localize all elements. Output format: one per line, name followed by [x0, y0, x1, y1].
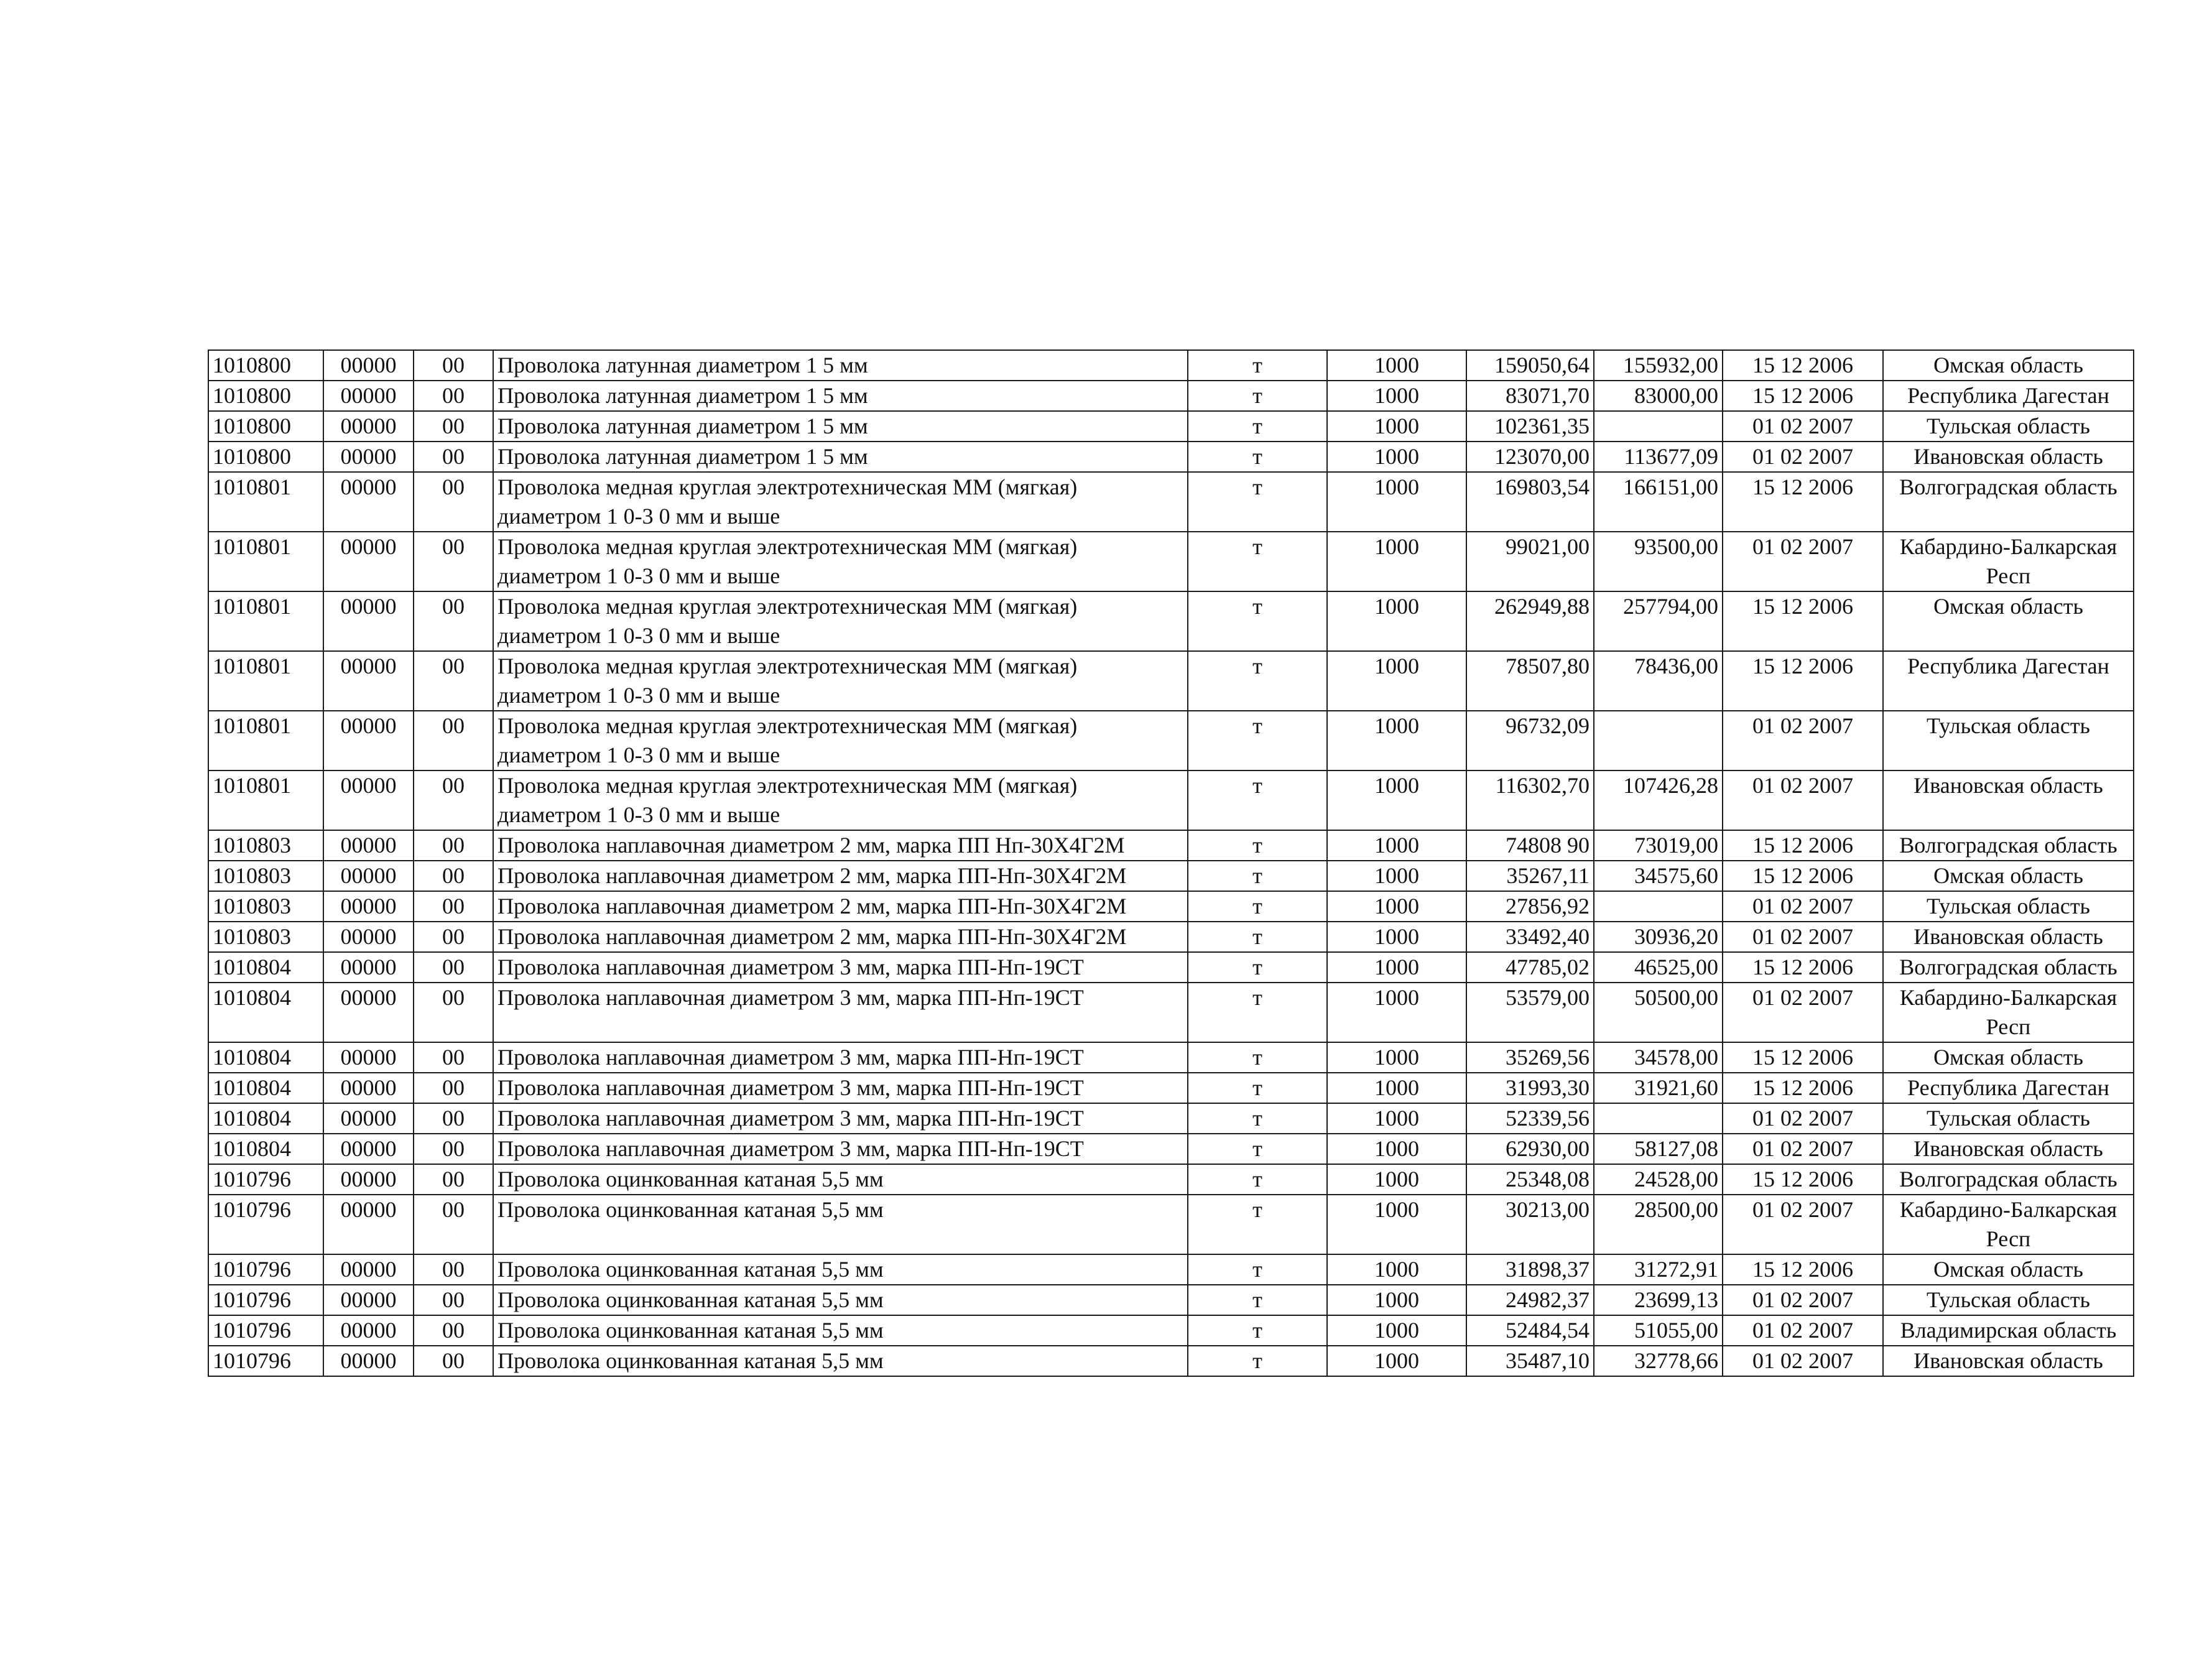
price-2-cell	[1594, 411, 1723, 442]
quantity-cell: 1000	[1327, 1346, 1466, 1376]
quantity-cell: 1000	[1327, 891, 1466, 922]
date-cell: 15 12 2006	[1723, 381, 1883, 411]
date-cell: 01 02 2007	[1723, 1134, 1883, 1164]
sub-code-cell: 00000	[323, 1285, 414, 1315]
quantity-cell: 1000	[1327, 1103, 1466, 1134]
product-name-cell: Проволока наплавочная диаметром 3 мм, марка ПП-Нп-19СТ	[493, 1042, 1188, 1073]
quantity-cell: 1000	[1327, 952, 1466, 983]
unit-cell: т	[1188, 651, 1327, 711]
sub-code-cell: 00000	[323, 411, 414, 442]
price-2-cell	[1594, 711, 1723, 771]
product-name-cell: Проволока медная круглая электротехническая ММ (мягкая) диаметром 1 0-3 0 мм и выше	[493, 472, 1188, 532]
table-row	[208, 1164, 2134, 1195]
product-code-cell: 1010801	[208, 711, 323, 771]
date-cell: 15 12 2006	[1723, 1164, 1883, 1195]
product-name-cell: Проволока медная круглая электротехническая ММ (мягкая) диаметром 1 0-3 0 мм и выше	[493, 532, 1188, 591]
region-cell: Республика Дагестан	[1883, 1073, 2134, 1103]
price-1-cell: 35267,11	[1466, 861, 1594, 891]
product-name-cell: Проволока оцинкованная катаная 5,5 мм	[493, 1254, 1188, 1285]
ext-code-cell: 00	[414, 442, 493, 472]
quantity-cell: 1000	[1327, 1164, 1466, 1195]
price-2-cell: 23699,13	[1594, 1285, 1723, 1315]
unit-cell: т	[1188, 350, 1327, 381]
unit-cell: т	[1188, 591, 1327, 651]
product-code-cell: 1010804	[208, 983, 323, 1042]
price-1-cell: 24982,37	[1466, 1285, 1594, 1315]
table-row	[208, 1042, 2134, 1073]
region-cell: Волгоградская область	[1883, 1164, 2134, 1195]
sub-code-cell: 00000	[323, 381, 414, 411]
sub-code-cell: 00000	[323, 651, 414, 711]
region-cell: Ивановская область	[1883, 771, 2134, 830]
unit-cell: т	[1188, 1315, 1327, 1346]
price-1-cell: 27856,92	[1466, 891, 1594, 922]
table-row	[208, 381, 2134, 411]
price-2-cell: 31272,91	[1594, 1254, 1723, 1285]
region-cell: Тульская область	[1883, 1103, 2134, 1134]
price-1-cell: 83071,70	[1466, 381, 1594, 411]
price-2-cell: 107426,28	[1594, 771, 1723, 830]
table-row	[208, 1103, 2134, 1134]
region-cell: Омская область	[1883, 1254, 2134, 1285]
price-1-cell: 25348,08	[1466, 1164, 1594, 1195]
table-row	[208, 861, 2134, 891]
ext-code-cell: 00	[414, 1042, 493, 1073]
date-cell: 01 02 2007	[1723, 1315, 1883, 1346]
date-cell: 01 02 2007	[1723, 922, 1883, 952]
quantity-cell: 1000	[1327, 381, 1466, 411]
region-cell: Тульская область	[1883, 711, 2134, 771]
quantity-cell: 1000	[1327, 771, 1466, 830]
table-row	[208, 891, 2134, 922]
quantity-cell: 1000	[1327, 861, 1466, 891]
price-2-cell: 166151,00	[1594, 472, 1723, 532]
table-row	[208, 1195, 2134, 1254]
price-2-cell: 155932,00	[1594, 350, 1723, 381]
sub-code-cell: 00000	[323, 1195, 414, 1254]
region-cell: Тульская область	[1883, 891, 2134, 922]
quantity-cell: 1000	[1327, 350, 1466, 381]
ext-code-cell: 00	[414, 771, 493, 830]
region-cell: Омская область	[1883, 591, 2134, 651]
unit-cell: т	[1188, 771, 1327, 830]
table-row	[208, 651, 2134, 711]
region-cell: Омская область	[1883, 350, 2134, 381]
date-cell: 01 02 2007	[1723, 532, 1883, 591]
date-cell: 15 12 2006	[1723, 591, 1883, 651]
table-row	[208, 922, 2134, 952]
price-1-cell: 35487,10	[1466, 1346, 1594, 1376]
date-cell: 15 12 2006	[1723, 952, 1883, 983]
sub-code-cell: 00000	[323, 1254, 414, 1285]
date-cell: 15 12 2006	[1723, 861, 1883, 891]
date-cell: 15 12 2006	[1723, 1042, 1883, 1073]
region-cell: Омская область	[1883, 1042, 2134, 1073]
ext-code-cell: 00	[414, 472, 493, 532]
date-cell: 15 12 2006	[1723, 1254, 1883, 1285]
table-row	[208, 830, 2134, 861]
product-name-cell: Проволока медная круглая электротехническая ММ (мягкая) диаметром 1 0-3 0 мм и выше	[493, 651, 1188, 711]
table-row	[208, 983, 2134, 1042]
quantity-cell: 1000	[1327, 1042, 1466, 1073]
ext-code-cell: 00	[414, 350, 493, 381]
sub-code-cell: 00000	[323, 1042, 414, 1073]
quantity-cell: 1000	[1327, 1195, 1466, 1254]
date-cell: 01 02 2007	[1723, 1346, 1883, 1376]
price-1-cell: 123070,00	[1466, 442, 1594, 472]
sub-code-cell: 00000	[323, 1346, 414, 1376]
region-cell: Кабардино-Балкарская Респ	[1883, 532, 2134, 591]
quantity-cell: 1000	[1327, 1073, 1466, 1103]
product-code-cell: 1010796	[208, 1346, 323, 1376]
price-2-cell: 113677,09	[1594, 442, 1723, 472]
sub-code-cell: 00000	[323, 442, 414, 472]
unit-cell: т	[1188, 1103, 1327, 1134]
price-2-cell: 28500,00	[1594, 1195, 1723, 1254]
unit-cell: т	[1188, 411, 1327, 442]
quantity-cell: 1000	[1327, 711, 1466, 771]
region-cell: Кабардино-Балкарская Респ	[1883, 983, 2134, 1042]
price-1-cell: 52339,56	[1466, 1103, 1594, 1134]
unit-cell: т	[1188, 442, 1327, 472]
product-name-cell: Проволока медная круглая электротехническая ММ (мягкая) диаметром 1 0-3 0 мм и выше	[493, 711, 1188, 771]
product-code-cell: 1010796	[208, 1195, 323, 1254]
quantity-cell: 1000	[1327, 442, 1466, 472]
product-code-cell: 1010800	[208, 411, 323, 442]
price-1-cell: 116302,70	[1466, 771, 1594, 830]
table-row	[208, 1285, 2134, 1315]
unit-cell: т	[1188, 1134, 1327, 1164]
price-1-cell: 31898,37	[1466, 1254, 1594, 1285]
product-code-cell: 1010803	[208, 922, 323, 952]
sub-code-cell: 00000	[323, 591, 414, 651]
unit-cell: т	[1188, 1254, 1327, 1285]
table-row	[208, 711, 2134, 771]
date-cell: 01 02 2007	[1723, 1195, 1883, 1254]
ext-code-cell: 00	[414, 1346, 493, 1376]
quantity-cell: 1000	[1327, 591, 1466, 651]
price-1-cell: 33492,40	[1466, 922, 1594, 952]
price-2-cell: 257794,00	[1594, 591, 1723, 651]
ext-code-cell: 00	[414, 651, 493, 711]
ext-code-cell: 00	[414, 591, 493, 651]
ext-code-cell: 00	[414, 532, 493, 591]
ext-code-cell: 00	[414, 891, 493, 922]
table-row	[208, 532, 2134, 591]
product-name-cell: Проволока наплавочная диаметром 2 мм, марка ПП-Нп-30Х4Г2М	[493, 861, 1188, 891]
price-1-cell: 74808 90	[1466, 830, 1594, 861]
product-name-cell: Проволока наплавочная диаметром 2 мм, марка ПП-Нп-30Х4Г2М	[493, 922, 1188, 952]
product-code-cell: 1010796	[208, 1164, 323, 1195]
date-cell: 01 02 2007	[1723, 891, 1883, 922]
product-name-cell: Проволока наплавочная диаметром 3 мм, марка ПП-Нп-19СТ	[493, 952, 1188, 983]
product-code-cell: 1010803	[208, 891, 323, 922]
price-1-cell: 102361,35	[1466, 411, 1594, 442]
price-2-cell	[1594, 1103, 1723, 1134]
unit-cell: т	[1188, 983, 1327, 1042]
sub-code-cell: 00000	[323, 532, 414, 591]
ext-code-cell: 00	[414, 711, 493, 771]
date-cell: 01 02 2007	[1723, 983, 1883, 1042]
price-2-cell: 31921,60	[1594, 1073, 1723, 1103]
unit-cell: т	[1188, 472, 1327, 532]
price-2-cell: 50500,00	[1594, 983, 1723, 1042]
price-2-cell: 32778,66	[1594, 1346, 1723, 1376]
price-2-cell: 73019,00	[1594, 830, 1723, 861]
price-1-cell: 35269,56	[1466, 1042, 1594, 1073]
product-name-cell: Проволока медная круглая электротехническая ММ (мягкая) диаметром 1 0-3 0 мм и выше	[493, 771, 1188, 830]
product-code-cell: 1010800	[208, 442, 323, 472]
price-1-cell: 31993,30	[1466, 1073, 1594, 1103]
unit-cell: т	[1188, 830, 1327, 861]
region-cell: Ивановская область	[1883, 1346, 2134, 1376]
region-cell: Волгоградская область	[1883, 952, 2134, 983]
unit-cell: т	[1188, 1346, 1327, 1376]
product-name-cell: Проволока наплавочная диаметром 3 мм, марка ПП-Нп-19СТ	[493, 1073, 1188, 1103]
table-row	[208, 442, 2134, 472]
product-code-cell: 1010801	[208, 532, 323, 591]
price-1-cell: 169803,54	[1466, 472, 1594, 532]
sub-code-cell: 00000	[323, 983, 414, 1042]
quantity-cell: 1000	[1327, 1285, 1466, 1315]
quantity-cell: 1000	[1327, 532, 1466, 591]
price-1-cell: 47785,02	[1466, 952, 1594, 983]
product-name-cell: Проволока наплавочная диаметром 2 мм, марка ПП-Нп-30Х4Г2М	[493, 891, 1188, 922]
table-row	[208, 591, 2134, 651]
unit-cell: т	[1188, 922, 1327, 952]
ext-code-cell: 00	[414, 1254, 493, 1285]
ext-code-cell: 00	[414, 830, 493, 861]
unit-cell: т	[1188, 1073, 1327, 1103]
date-cell: 15 12 2006	[1723, 1073, 1883, 1103]
sub-code-cell: 00000	[323, 350, 414, 381]
quantity-cell: 1000	[1327, 411, 1466, 442]
product-name-cell: Проволока латунная диаметром 1 5 мм	[493, 350, 1188, 381]
price-1-cell: 262949,88	[1466, 591, 1594, 651]
product-code-cell: 1010804	[208, 1134, 323, 1164]
quantity-cell: 1000	[1327, 922, 1466, 952]
product-code-cell: 1010796	[208, 1285, 323, 1315]
region-cell: Тульская область	[1883, 411, 2134, 442]
region-cell: Омская область	[1883, 861, 2134, 891]
date-cell: 01 02 2007	[1723, 411, 1883, 442]
unit-cell: т	[1188, 381, 1327, 411]
sub-code-cell: 00000	[323, 1134, 414, 1164]
price-1-cell: 159050,64	[1466, 350, 1594, 381]
region-cell: Волгоградская область	[1883, 830, 2134, 861]
price-1-cell: 62930,00	[1466, 1134, 1594, 1164]
price-1-cell: 30213,00	[1466, 1195, 1594, 1254]
product-name-cell: Проволока оцинкованная катаная 5,5 мм	[493, 1195, 1188, 1254]
price-1-cell: 99021,00	[1466, 532, 1594, 591]
sub-code-cell: 00000	[323, 1315, 414, 1346]
unit-cell: т	[1188, 861, 1327, 891]
quantity-cell: 1000	[1327, 983, 1466, 1042]
date-cell: 01 02 2007	[1723, 442, 1883, 472]
ext-code-cell: 00	[414, 861, 493, 891]
region-cell: Республика Дагестан	[1883, 651, 2134, 711]
unit-cell: т	[1188, 532, 1327, 591]
product-name-cell: Проволока латунная диаметром 1 5 мм	[493, 411, 1188, 442]
date-cell: 01 02 2007	[1723, 1103, 1883, 1134]
sub-code-cell: 00000	[323, 711, 414, 771]
sub-code-cell: 00000	[323, 891, 414, 922]
price-2-cell: 51055,00	[1594, 1315, 1723, 1346]
region-cell: Ивановская область	[1883, 442, 2134, 472]
quantity-cell: 1000	[1327, 472, 1466, 532]
product-name-cell: Проволока наплавочная диаметром 3 мм, марка ПП-Нп-19СТ	[493, 1134, 1188, 1164]
price-2-cell: 93500,00	[1594, 532, 1723, 591]
ext-code-cell: 00	[414, 1103, 493, 1134]
product-code-cell: 1010804	[208, 1042, 323, 1073]
table-row	[208, 472, 2134, 532]
product-code-cell: 1010804	[208, 952, 323, 983]
price-2-cell: 30936,20	[1594, 922, 1723, 952]
table-row	[208, 411, 2134, 442]
unit-cell: т	[1188, 891, 1327, 922]
price-table-body	[208, 350, 2134, 1376]
product-code-cell: 1010804	[208, 1073, 323, 1103]
product-name-cell: Проволока медная круглая электротехническая ММ (мягкая) диаметром 1 0-3 0 мм и выше	[493, 591, 1188, 651]
date-cell: 15 12 2006	[1723, 350, 1883, 381]
unit-cell: т	[1188, 711, 1327, 771]
quantity-cell: 1000	[1327, 651, 1466, 711]
region-cell: Республика Дагестан	[1883, 381, 2134, 411]
sub-code-cell: 00000	[323, 830, 414, 861]
product-code-cell: 1010801	[208, 651, 323, 711]
region-cell: Владимирская область	[1883, 1315, 2134, 1346]
product-code-cell: 1010804	[208, 1103, 323, 1134]
region-cell: Ивановская область	[1883, 1134, 2134, 1164]
product-code-cell: 1010801	[208, 591, 323, 651]
unit-cell: т	[1188, 1042, 1327, 1073]
sub-code-cell: 00000	[323, 472, 414, 532]
sub-code-cell: 00000	[323, 1164, 414, 1195]
unit-cell: т	[1188, 1285, 1327, 1315]
table-row	[208, 1134, 2134, 1164]
product-code-cell: 1010796	[208, 1315, 323, 1346]
quantity-cell: 1000	[1327, 1254, 1466, 1285]
price-2-cell: 34578,00	[1594, 1042, 1723, 1073]
price-2-cell: 46525,00	[1594, 952, 1723, 983]
sub-code-cell: 00000	[323, 1103, 414, 1134]
product-name-cell: Проволока наплавочная диаметром 3 мм, марка ПП-Нп-19СТ	[493, 983, 1188, 1042]
price-2-cell: 24528,00	[1594, 1164, 1723, 1195]
table-row	[208, 771, 2134, 830]
table-row	[208, 350, 2134, 381]
product-code-cell: 1010796	[208, 1254, 323, 1285]
sub-code-cell: 00000	[323, 771, 414, 830]
price-1-cell: 52484,54	[1466, 1315, 1594, 1346]
product-code-cell: 1010801	[208, 472, 323, 532]
date-cell: 15 12 2006	[1723, 472, 1883, 532]
unit-cell: т	[1188, 1195, 1327, 1254]
ext-code-cell: 00	[414, 381, 493, 411]
ext-code-cell: 00	[414, 983, 493, 1042]
ext-code-cell: 00	[414, 1285, 493, 1315]
date-cell: 01 02 2007	[1723, 1285, 1883, 1315]
price-2-cell: 34575,60	[1594, 861, 1723, 891]
price-2-cell	[1594, 891, 1723, 922]
quantity-cell: 1000	[1327, 830, 1466, 861]
ext-code-cell: 00	[414, 1195, 493, 1254]
price-1-cell: 53579,00	[1466, 983, 1594, 1042]
region-cell: Кабардино-Балкарская Респ	[1883, 1195, 2134, 1254]
product-name-cell: Проволока оцинкованная катаная 5,5 мм	[493, 1346, 1188, 1376]
quantity-cell: 1000	[1327, 1315, 1466, 1346]
table-row	[208, 1073, 2134, 1103]
region-cell: Ивановская область	[1883, 922, 2134, 952]
product-name-cell: Проволока оцинкованная катаная 5,5 мм	[493, 1285, 1188, 1315]
price-2-cell: 78436,00	[1594, 651, 1723, 711]
product-code-cell: 1010800	[208, 381, 323, 411]
product-code-cell: 1010803	[208, 830, 323, 861]
product-name-cell: Проволока оцинкованная катаная 5,5 мм	[493, 1164, 1188, 1195]
ext-code-cell: 00	[414, 952, 493, 983]
unit-cell: т	[1188, 952, 1327, 983]
price-1-cell: 78507,80	[1466, 651, 1594, 711]
table-row	[208, 1315, 2134, 1346]
product-name-cell: Проволока наплавочная диаметром 3 мм, марка ПП-Нп-19СТ	[493, 1103, 1188, 1134]
sub-code-cell: 00000	[323, 1073, 414, 1103]
product-name-cell: Проволока латунная диаметром 1 5 мм	[493, 381, 1188, 411]
product-name-cell: Проволока латунная диаметром 1 5 мм	[493, 442, 1188, 472]
date-cell: 15 12 2006	[1723, 830, 1883, 861]
price-table	[208, 349, 2134, 1377]
table-row	[208, 952, 2134, 983]
ext-code-cell: 00	[414, 1315, 493, 1346]
ext-code-cell: 00	[414, 411, 493, 442]
product-code-cell: 1010800	[208, 350, 323, 381]
ext-code-cell: 00	[414, 922, 493, 952]
table-row	[208, 1346, 2134, 1376]
price-2-cell: 58127,08	[1594, 1134, 1723, 1164]
price-2-cell: 83000,00	[1594, 381, 1723, 411]
region-cell: Тульская область	[1883, 1285, 2134, 1315]
sub-code-cell: 00000	[323, 952, 414, 983]
date-cell: 01 02 2007	[1723, 711, 1883, 771]
product-code-cell: 1010803	[208, 861, 323, 891]
price-1-cell: 96732,09	[1466, 711, 1594, 771]
ext-code-cell: 00	[414, 1164, 493, 1195]
product-name-cell: Проволока наплавочная диаметром 2 мм, марка ПП Нп-30Х4Г2М	[493, 830, 1188, 861]
quantity-cell: 1000	[1327, 1134, 1466, 1164]
date-cell: 01 02 2007	[1723, 771, 1883, 830]
date-cell: 15 12 2006	[1723, 651, 1883, 711]
unit-cell: т	[1188, 1164, 1327, 1195]
ext-code-cell: 00	[414, 1073, 493, 1103]
sub-code-cell: 00000	[323, 922, 414, 952]
ext-code-cell: 00	[414, 1134, 493, 1164]
product-code-cell: 1010801	[208, 771, 323, 830]
product-name-cell: Проволока оцинкованная катаная 5,5 мм	[493, 1315, 1188, 1346]
region-cell: Волгоградская область	[1883, 472, 2134, 532]
table-row	[208, 1254, 2134, 1285]
sub-code-cell: 00000	[323, 861, 414, 891]
